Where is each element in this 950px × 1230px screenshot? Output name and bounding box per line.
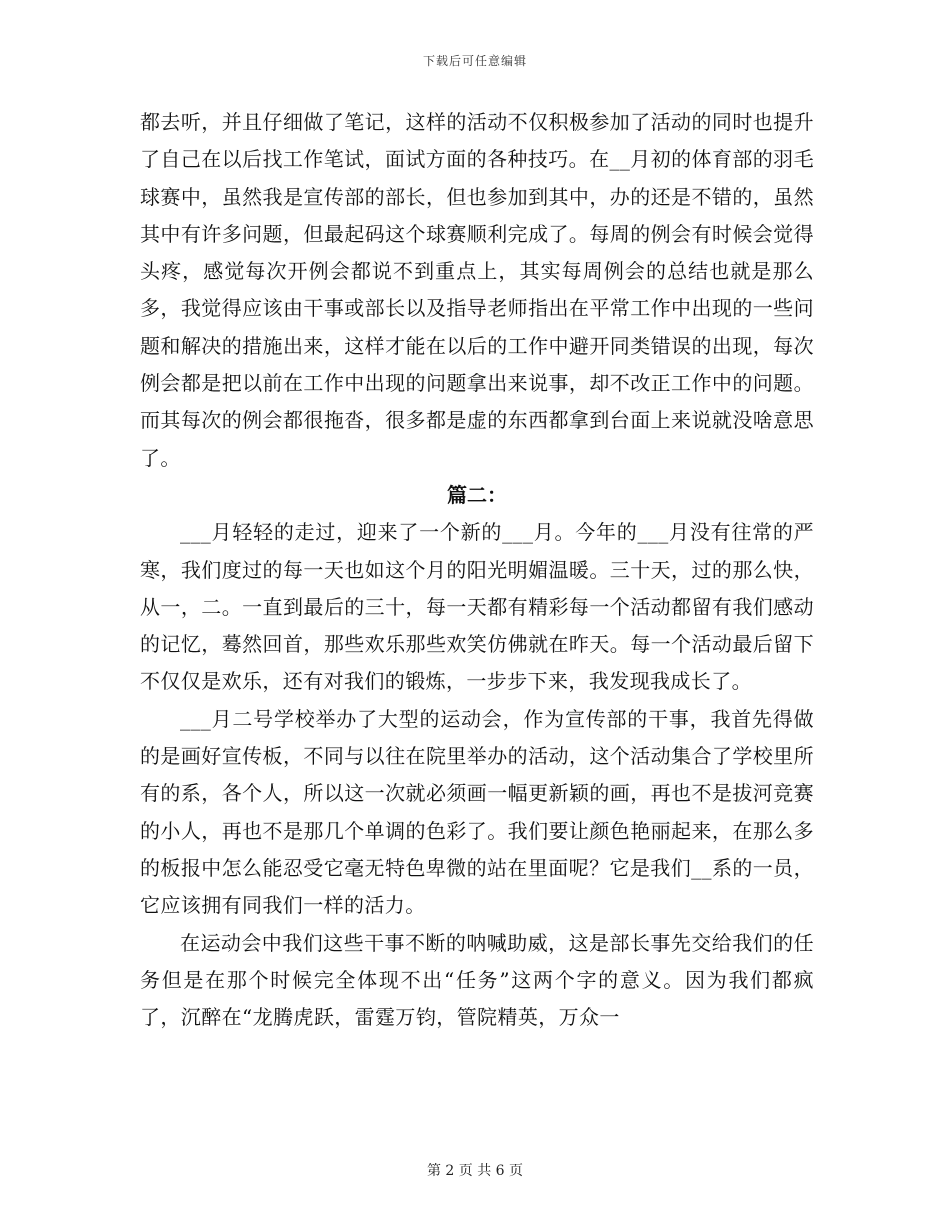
paragraph: ___月轻轻的走过，迎来了一个新的___月。今年的___月没有往常的严寒，我们度过的每一天也如这个月的阳光明媚温暖。三十天，过的那么快，从一，二。一直到最后的三十，每一天都有精彩每一个活动都留有我们感动的记忆，蓦然回首，那些欢乐那些欢笑仿佛就在昨天。每一个活动最后留下不仅仅是欢乐，还有对我们的锻炼，一步步下来，我发现我成长了。 xyxy=(140,520,814,694)
paragraph: 都去听，并且仔细做了笔记，这样的活动不仅积极参加了活动的同时也提升了自己在以后找工作笔试，面试方面的各种技巧。在__月初的体育部的羽毛球赛中，虽然我是宣传部的部长，但也参加到其中，办的还是不错的，虽然其中有许多问题，但最起码这个球赛顺利完成了。每周的例会有时候会觉得头疼，感觉每次开例会都说不到重点上，其实每周例会的总结也就是那么多，我觉得应该由干事或部长以及指导老师指出在平常工作中出现的一些问题和解决的措施出来，这样才能在以后的工作中避开同类错误的出现，每次例会都是把以前在工作中出现的问题拿出来说事，却不改正工作中的问题。而其每次的例会都很拖沓，很多都是虚的东西都拿到台面上来说就没啥意思了。 xyxy=(140,110,814,470)
section-title: 篇二： xyxy=(447,482,507,507)
page-header-note: 下载后可任意编辑 xyxy=(422,54,527,68)
paragraph: ___月二号学校举办了大型的运动会，作为宣传部的干事，我首先得做的是画好宣传板，不同与以往在院里举办的活动，这个活动集合了学校里所有的系，各个人，所以这一次就必须画一幅更新颖的画，再也不是拔河竞赛的小人，再也不是那几个单调的色彩了。我们要让颜色艳丽起来，在那么多的板报中怎么能忍受它毫无特色卑微的站在里面呢？它是我们__系的一员，它应该拥有同我们一样的活力。 xyxy=(140,706,814,918)
document-body xyxy=(140,104,814,1036)
page-number: 第 2 页 共 6 页 xyxy=(426,1163,524,1179)
paragraph: 在运动会中我们这些干事不断的呐喊助威，这是部长事先交给我们的任务但是在那个时候完全体现不出“任务”这两个字的意义。因为我们都疯了，沉醉在“龙腾虎跃，雷霆万钧，管院精英，万众一 xyxy=(140,930,814,1030)
